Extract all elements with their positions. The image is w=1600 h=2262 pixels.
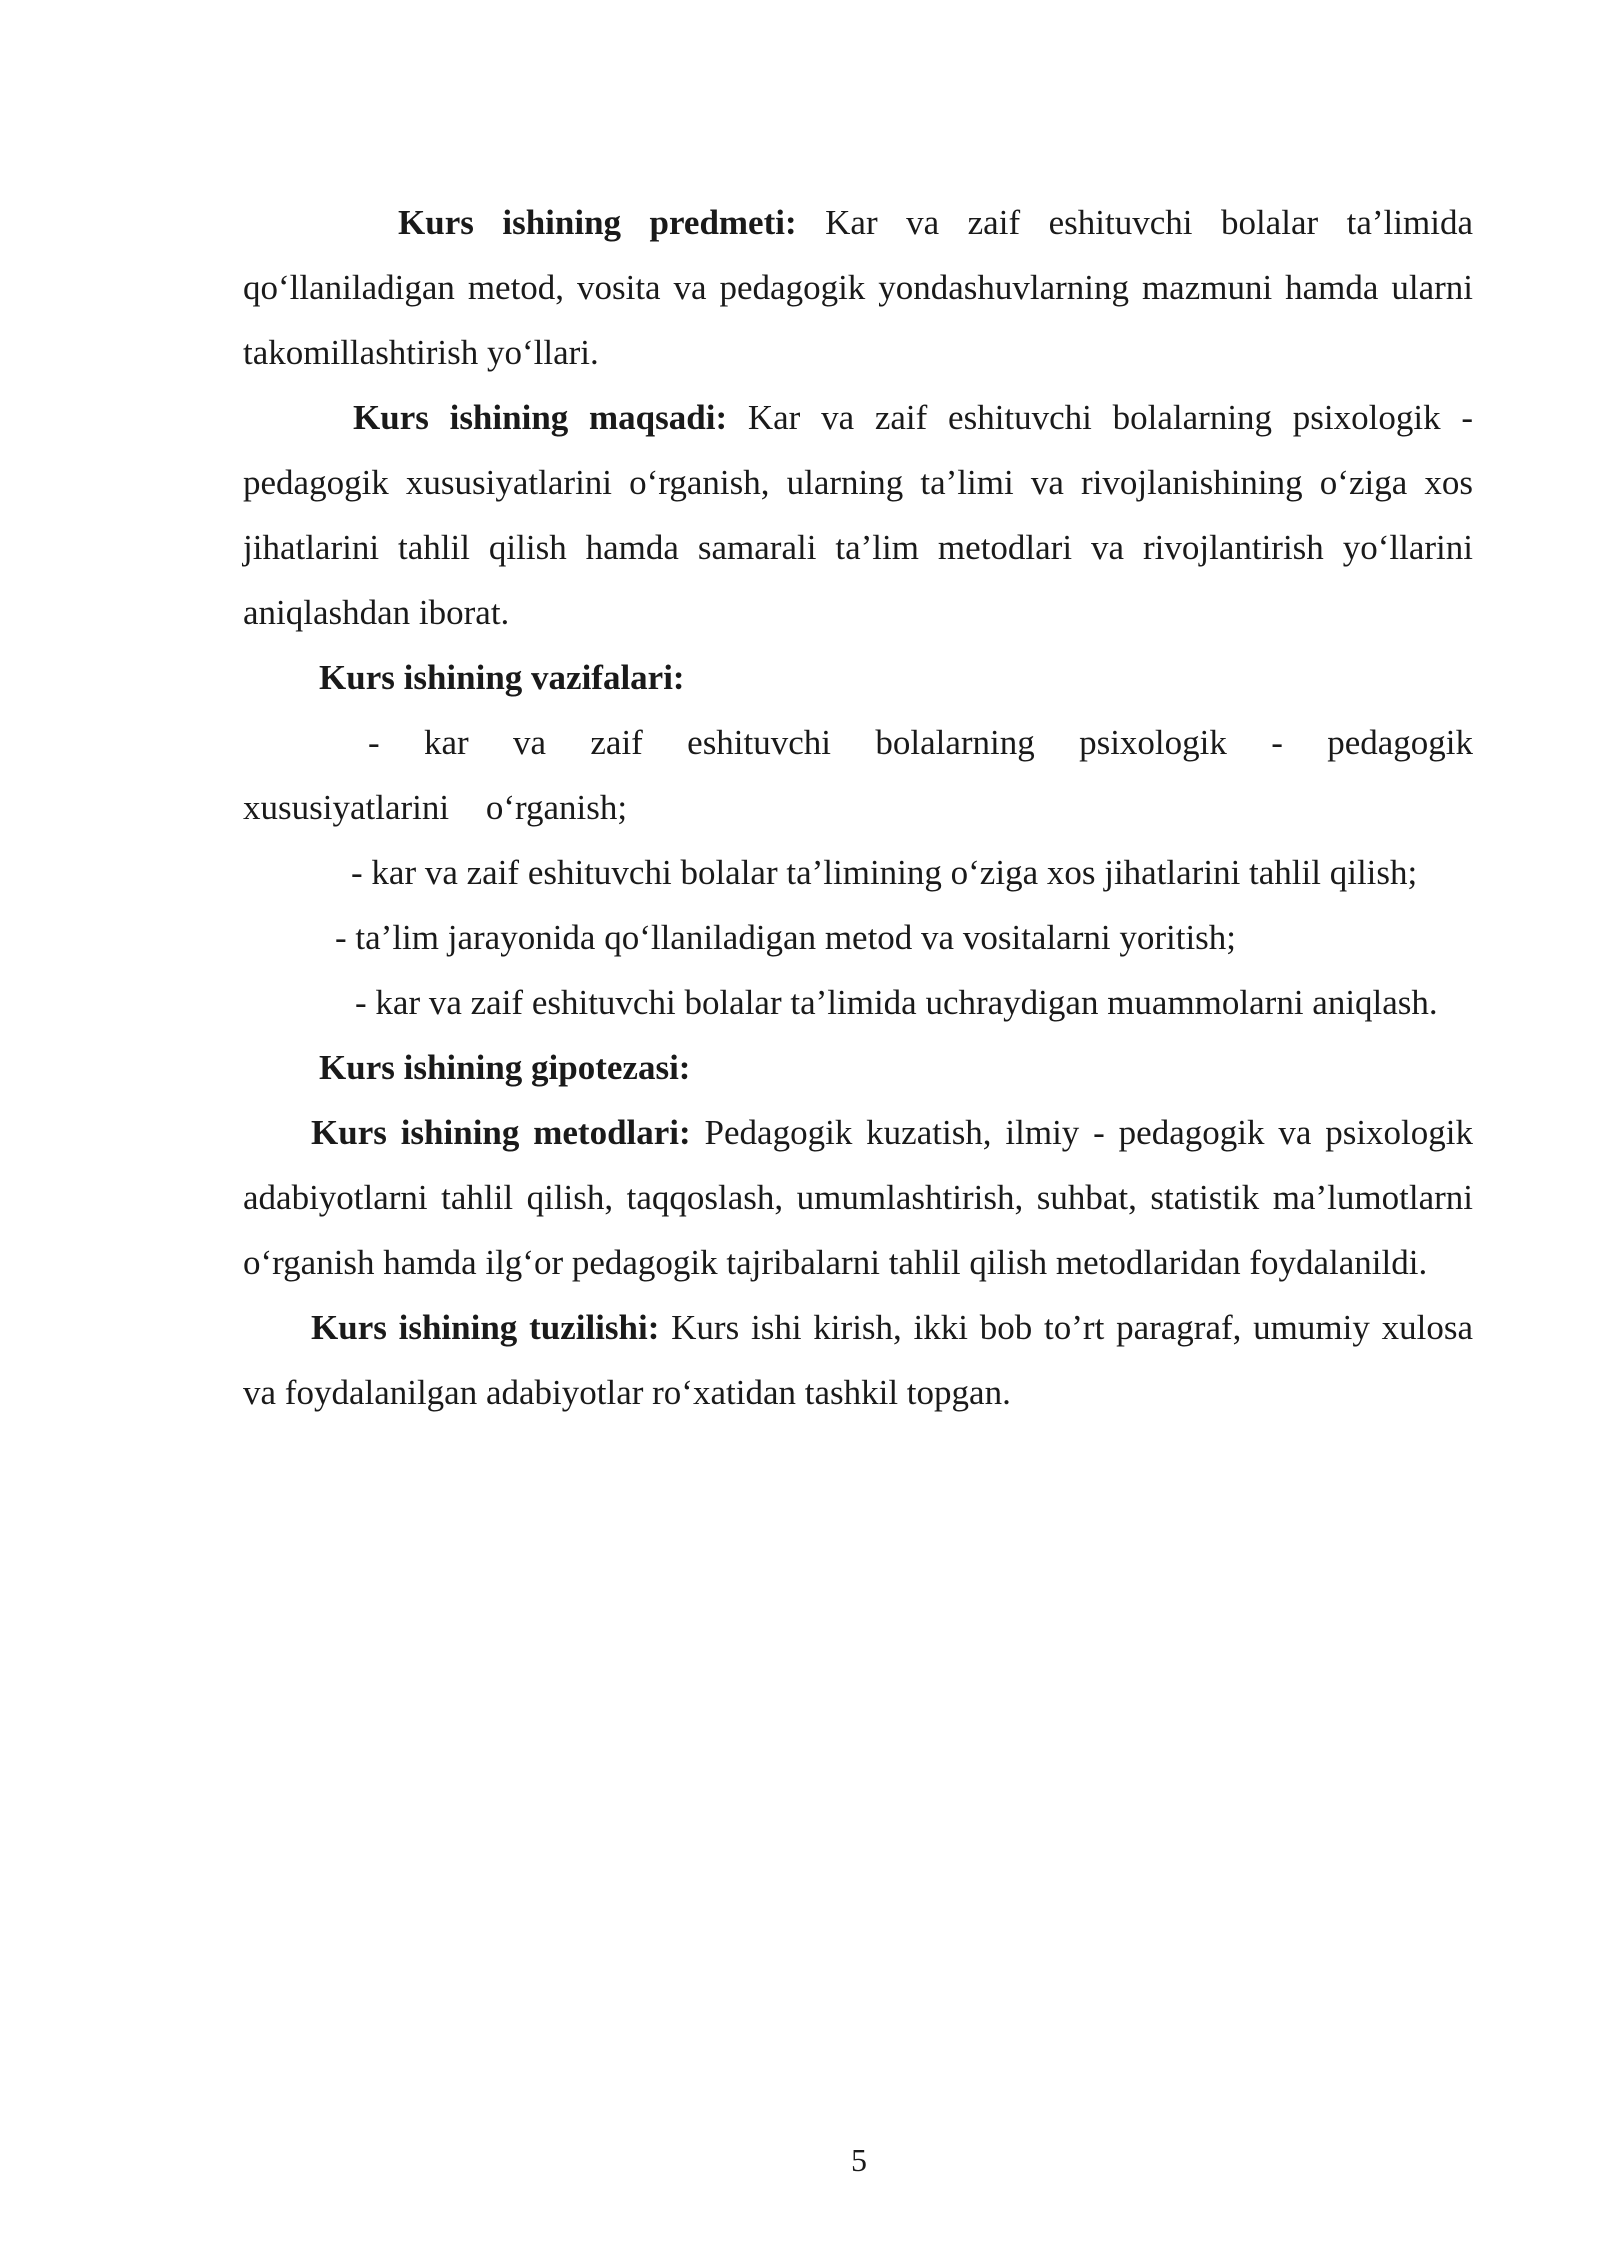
heading-maqsadi: Kurs ishining maqsadi:	[353, 398, 728, 437]
heading-gipotezasi: Kurs ishining gipotezasi:	[319, 1048, 691, 1087]
list-item: - kar va zaif eshituvchi bolalar ta’limining o‘ziga xos jihatlarini tahlil qilish;	[351, 853, 1418, 892]
text-metodlari: Pedagogik kuzatish, ilmiy - pedagogik va psixologik adabiyotlarni tahlil qilish, taqqoslash, umumlashtirish, suhbat, statistik ma’lumotlarni o‘rganish hamda ilg‘or pedagogik tajribalarni tahlil qilish metodlaridan foydalanildi.	[243, 1113, 1474, 1282]
paragraph-gipotezasi	[243, 1035, 1473, 1100]
heading-vazifalari: Kurs ishining vazifalari:	[319, 658, 685, 697]
list-item: - kar va zaif eshituvchi bolalar ta’limida uchraydigan muammolarni aniqlash.	[355, 983, 1438, 1022]
list-item: - kar va zaif eshituvchi bolalarning psixologik - pedagogik xususiyatlarini o‘rganish;	[243, 723, 1473, 827]
paragraph-metodlari	[243, 1100, 1473, 1295]
heading-predmeti: Kurs ishining predmeti:	[398, 203, 797, 242]
paragraph-maqsadi	[243, 385, 1473, 645]
text-tuzilishi: Kurs ishi kirish, ikki bob to’rt paragraf, umumiy xulosa va foydalanilgan adabiyotlar ro‘xatidan tashkil topgan.	[243, 1308, 1473, 1412]
paragraph-predmeti	[243, 190, 1473, 385]
paragraph-tuzilishi	[243, 1295, 1473, 1425]
document-body	[243, 190, 1473, 1425]
heading-metodlari: Kurs ishining metodlari:	[311, 1113, 691, 1152]
text-predmeti: Kar va zaif eshituvchi bolalar ta’limida qo‘llaniladigan metod, vosita va pedagogik yondashuvlarning mazmuni hamda ularni takomillashtirish yo‘llari.	[243, 203, 1473, 372]
paragraph-vazifalari	[243, 645, 1473, 710]
page-number: 5	[851, 2142, 867, 2178]
text-maqsadi: Kar va zaif eshituvchi bolalarning psixologik - pedagogik xususiyatlarini o‘rganish, ularning ta’limi va rivojlanishining o‘ziga xos jihatlarini tahlil qilish hamda samarali ta’lim metodlari va rivojlantirish yo‘llarini aniqlashdan iborat.	[243, 398, 1473, 632]
heading-tuzilishi: Kurs ishining tuzilishi:	[311, 1308, 660, 1347]
list-item: - ta’lim jarayonida qo‘llaniladigan metod va vositalarni yoritish;	[335, 918, 1237, 957]
